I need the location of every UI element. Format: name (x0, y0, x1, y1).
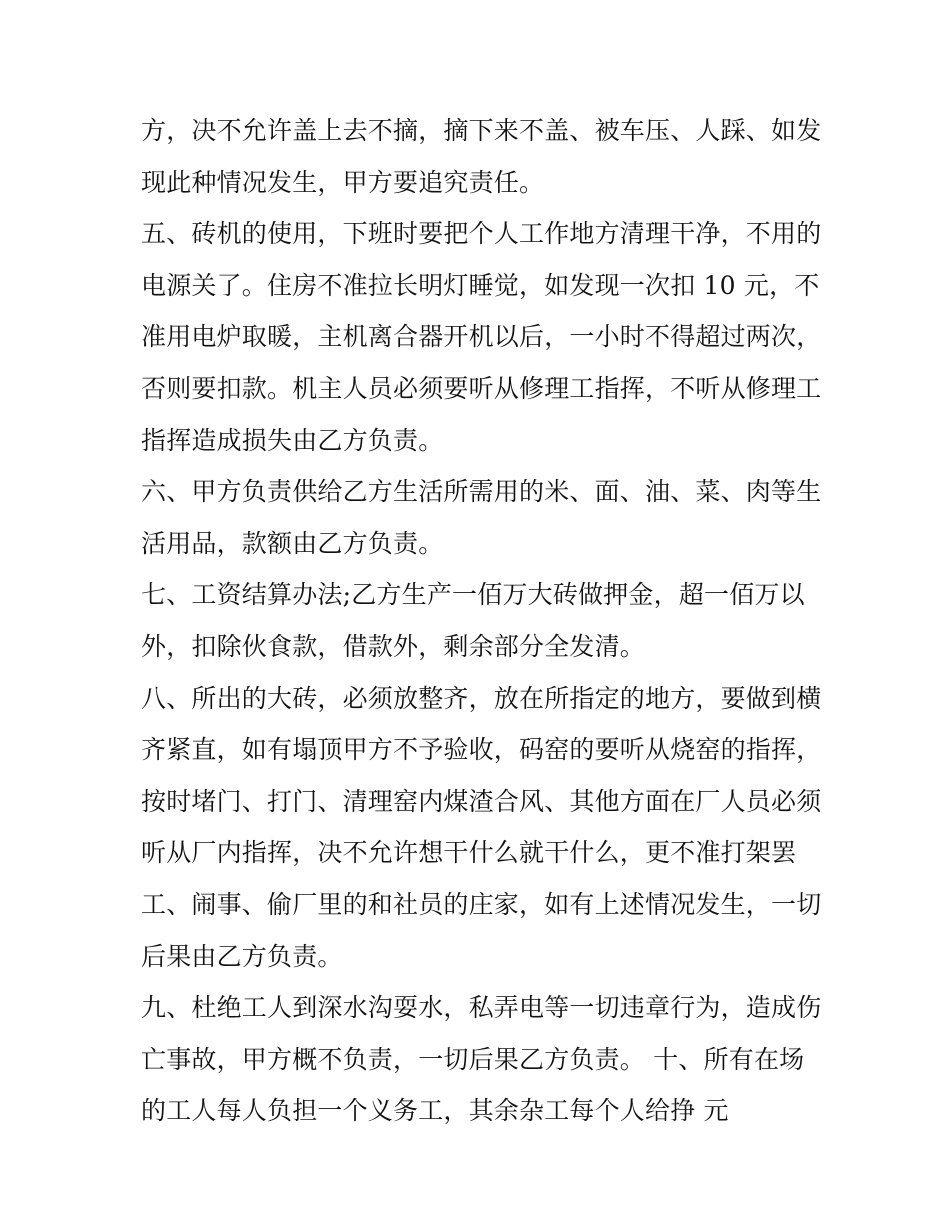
text-line: 齐紧直，如有塌顶甲方不予验收，码窑的要听从烧窑的指挥， (141, 735, 822, 765)
text-line: 亡事故，甲方概不负责，一切后果乙方负责。 十、所有在场 (141, 1044, 805, 1074)
text-line: 准用电炉取暖，主机离合器开机以后，一小时不得超过两次， (141, 322, 822, 352)
text-line: 外，扣除伙食款，借款外，剩余部分全发清。 (141, 631, 646, 661)
text-line: 工、闹事、偷厂里的和社员的庄家，如有上述情况发生，一切 (141, 889, 822, 919)
text-line: 八、所出的大砖，必须放整齐，放在所指定的地方，要做到横 (141, 683, 822, 713)
text-line: 活用品，款额由乙方负责。 (141, 528, 444, 558)
document-body (141, 105, 821, 1137)
text-line: 电源关了。住房不准拉长明灯睡觉，如发现一次扣 10 元，不 (141, 270, 820, 300)
text-line: 指挥造成损失由乙方负责。 (141, 425, 444, 455)
text-line: 听从厂内指挥，决不允许想干什么就干什么，更不准打架罢 (141, 838, 797, 868)
text-line: 的工人每人负担一个义务工，其余杂工每个人给挣 元 (141, 1096, 729, 1126)
text-line: 否则要扣款。机主人员必须要听从修理工指挥，不听从修理工 (141, 373, 822, 403)
text-line: 五、砖机的使用，下班时要把个人工作地方清理干净，不用的 (141, 219, 822, 249)
text-line: 方，决不允许盖上去不摘，摘下来不盖、被车压、人踩、如发 (141, 116, 822, 145)
text-line: 六、甲方负责供给乙方生活所需用的米、面、油、菜、肉等生 (141, 477, 822, 507)
text-line: 九、杜绝工人到深水沟耍水，私弄电等一切违章行为，造成伤 (141, 993, 822, 1023)
text-line: 七、工资结算办法;乙方生产一佰万大砖做押金，超一佰万以 (141, 580, 805, 610)
text-line: 按时堵门、打门、清理窑内煤渣合风、其他方面在厂人员必须 (141, 786, 822, 816)
text-line: 后果由乙方负责。 (141, 941, 343, 971)
text-line: 现此种情况发生，甲方要追究责任。 (141, 167, 545, 197)
